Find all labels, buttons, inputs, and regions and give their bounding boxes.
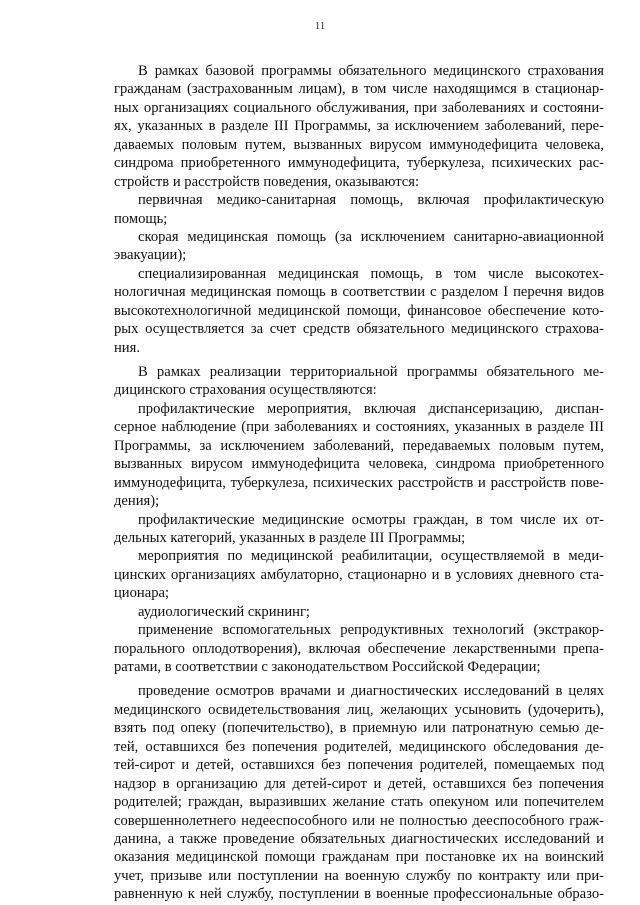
paragraph-audiological-screening [114,603,604,621]
page-number: 11 [314,20,326,32]
text-line: ратами, в соответствии с законодательством Российской Федерации; [114,659,541,675]
document-body [114,62,604,904]
text-line: данина, а также проведение обязательных диагностических исследований и [114,830,604,847]
text-line: первичная медико-санитарная помощь, включая профилактическую [138,192,604,209]
text-line: В рамках базовой программы обязательного медицинского страхования [138,63,604,79]
paragraph-territorial-program [114,363,604,400]
text-line: мероприятия по медицинской реабилитации, осуществляемой в меди- [138,548,604,565]
text-line: совершеннолетнего недееспособного или не полностью дееспособного граж- [114,812,604,829]
paragraph-reproductive-technologies [114,621,604,676]
text-line: даваемых половым путем, вызванных вирусом иммунодефицита человека, [114,136,604,153]
paragraph-medical-certification [114,682,604,903]
text-line: гражданам (застрахованным лицам), в том числе находящимся в стационар- [114,81,604,98]
text-line: взять под опеку (попечительство), в приемную или патронатную семью де- [114,720,604,737]
text-line: учет, призыве или поступлении на военную службу по контракту или при- [114,867,604,884]
text-line: дицинского страхования осуществляются: [114,382,377,399]
paragraph-basic-program [114,62,604,191]
paragraph-medical-examinations [114,511,604,548]
text-line: дения); [114,493,160,510]
text-line: ционара; [114,585,170,602]
text-line: профилактические медицинские осмотры граждан, в том числе их от- [138,511,604,528]
text-line: порального оплодотворения), включая обеспечение лекарственными препа- [114,640,604,657]
text-line: дельных категорий, указанных в разделе III Программы; [114,529,466,546]
text-line: В рамках реализации территориальной программы обязательного ме- [138,364,604,380]
text-line: цинских организациях амбулаторно, стационарно и в условиях дневного ста- [114,566,604,583]
text-line: ния. [114,339,140,356]
text-line: скорая медицинская помощь (за исключением санитарно-авиационной [138,228,604,245]
text-line: профилактические мероприятия, включая диспансеризацию, диспан- [138,400,604,417]
paragraph-preventive-measures [114,400,604,511]
text-line: применение вспомогательных репродуктивных технологий (экстракор- [138,622,604,639]
text-line: родителей; граждан, выразивших желание стать опекуном или попечителем [114,794,604,811]
text-line: серное наблюдение (при заболеваниях и состояниях, указанных в разделе III [114,419,604,436]
paragraph-emergency-care [114,228,604,265]
text-line: тей-сирот и детей, оставшихся без попечения родителей, помещаемых под [114,757,604,774]
text-line: ных организациях социального обслуживания, при заболеваниях и состояни- [114,99,604,116]
text-line: иммунодефицита, туберкулеза, психических расстройств и расстройств пове- [114,474,604,491]
text-line: Программы, за исключением заболеваний, передаваемых половым путем, [114,437,604,454]
text-line: надзор в организацию для детей-сирот и детей, оставшихся без попечения [114,775,604,792]
text-line: медицинского освидетельствования лиц, желающих усыновить (удочерить), [114,701,604,718]
text-line: рых осуществляется за счет средств обязательного медицинского страхова- [114,321,604,338]
text-line: вызванных вирусом иммунодефицита человека, синдрома приобретенного [114,456,604,473]
text-line: стройств и расстройств поведения, оказываются: [114,173,420,190]
text-line: аудиологический скрининг; [138,603,310,620]
text-line: оказания медицинской помощи гражданам при постановке их на воинский [114,849,604,866]
text-line: эвакуации); [114,247,187,264]
paragraph-primary-care [114,191,604,228]
text-line: высокотехнологичной медицинской помощи, финансовое обеспечение кото- [114,302,604,319]
text-line: проведение осмотров врачами и диагностических исследований в целях [138,683,604,700]
text-line: специализированная медицинская помощь, в том числе высокотех- [138,265,604,282]
text-line: равненную к ней службу, поступлении в военные профессиональные образо- [114,886,604,903]
paragraph-rehabilitation [114,547,604,602]
paragraph-specialized-care [114,265,604,357]
text-line: нологичная медицинская помощь в соответствии с разделом I перечня видов [114,284,604,301]
text-line: тей, оставшихся без попечения родителей, медицинского обследования де- [114,738,604,755]
text-line: помощь; [114,210,168,227]
text-line: ях, указанных в разделе III Программы, за исключением заболеваний, пере- [114,118,604,135]
text-line: синдрома приобретенного иммунодефицита, туберкулеза, психических рас- [114,155,604,172]
